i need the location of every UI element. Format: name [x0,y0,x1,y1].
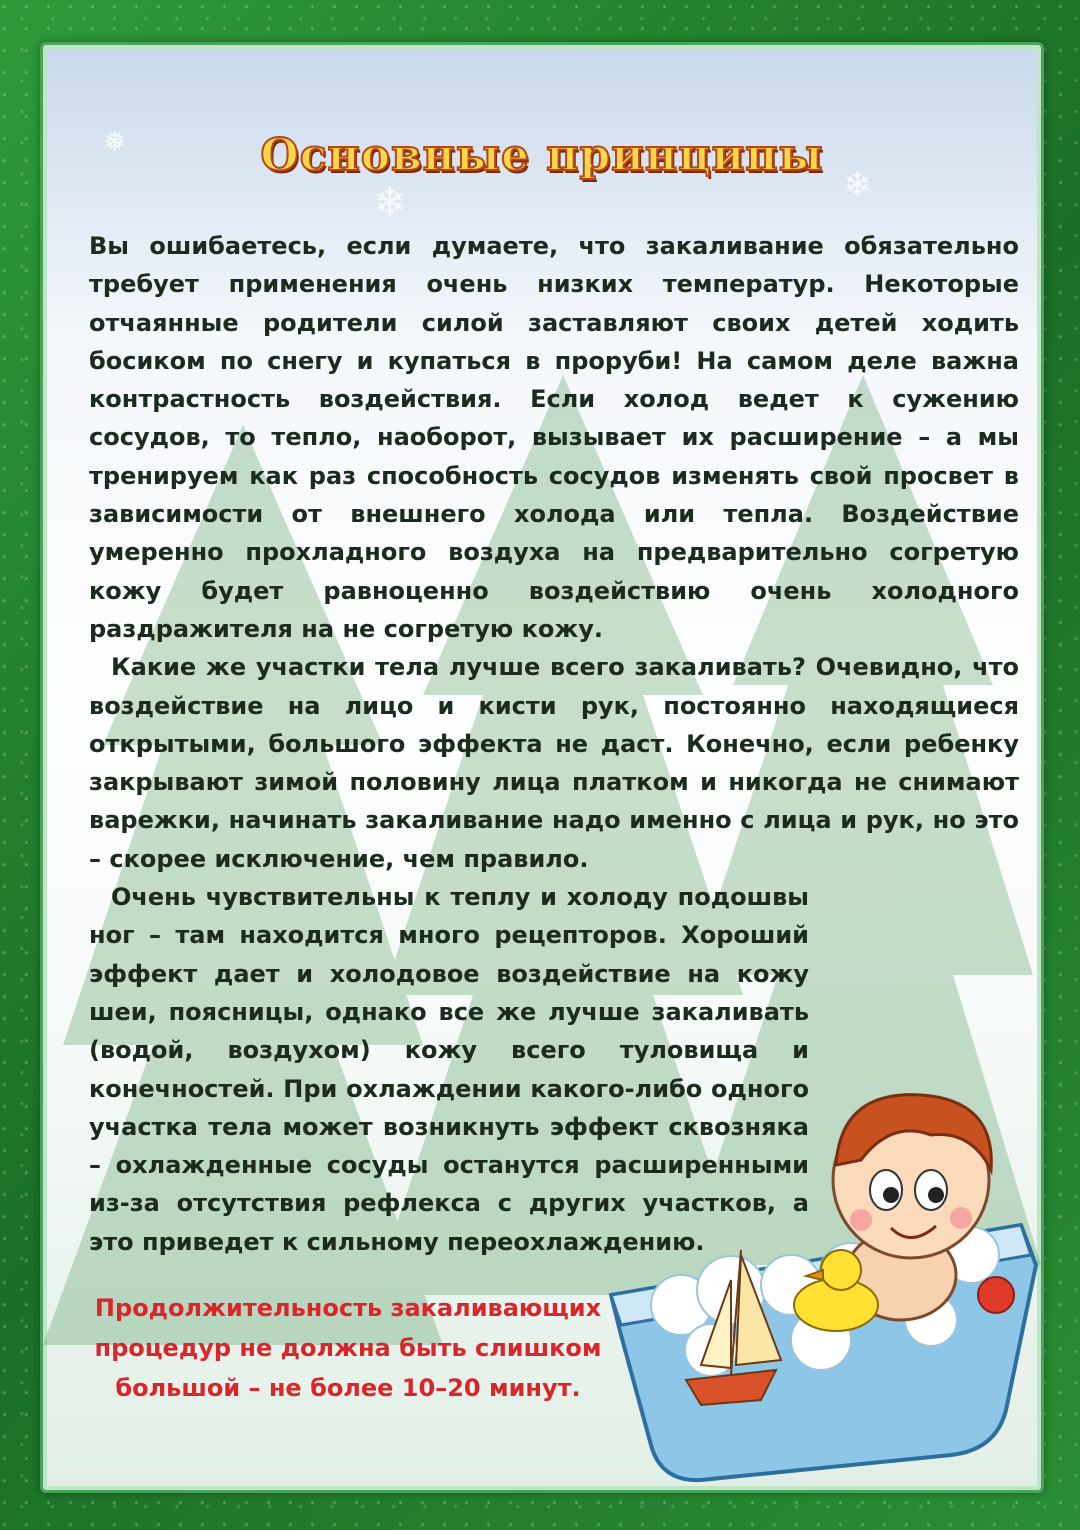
paragraph-2: Какие же участки тела лучше всего закаливать? Очевидно, что воздействие на лицо и кисти рук, постоянно находящиеся открытыми, большого эффекта не даст. Конечно, если ребенку закрывают зимой половину лица платком и никогда не снимают варежки, начинать закаливание надо именно с лица и рук, но это – скорее исключение, чем правило. [89,653,1019,873]
snowflake-icon: ❅ [103,125,127,158]
snowflake-icon: ❄ [373,180,407,226]
page-title: Основные принципы [260,130,824,181]
paragraph-1: Вы ошибаетесь, если думаете, что закаливание обязательно требует применения очень низких температур. Некоторые отчаянные родители силой заставляют своих детей ходить босиком по снегу и купаться в проруби! На самом деле важна контрастность воздействия. Если холод ведет к сужению сосудов, то тепло, наоборот, вызывает их расширение – а мы тренируем как раз способность сосудов изменять свой просвет в зависимости от внешнего холода или тепла. Воздействие умеренно прохладного воздуха на предварительно согретую кожу будет равноценно воздействию очень холодного раздражителя на не согретую кожу. [89,232,1019,643]
snowflake-icon: ❄ [843,165,872,205]
child-in-bathtub-illustration [591,1050,1041,1490]
title-row [43,130,1041,181]
duration-note: Продолжительность закаливающих процедур не должна быть слишком большой – не более 10–20 минут. [94,1294,602,1402]
content-panel [40,42,1044,1493]
paragraph-3: Очень чувствительны к теплу и холоду подошвы ног – там находится много рецепторов. Хороший эффект дает и холодовое воздействие на кожу шеи, поясницы, однако все же лучше закаливать (водой, воздухом) кожу всего туловища и конечностей. При охлаждении какого-либо одного участка тела может возникнуть эффект сквозняка – охлажденные сосуды останутся расширенными из-за отсутствия рефлекса с других участков, а это приведет к сильному переохлаждению. [89,883,809,1256]
